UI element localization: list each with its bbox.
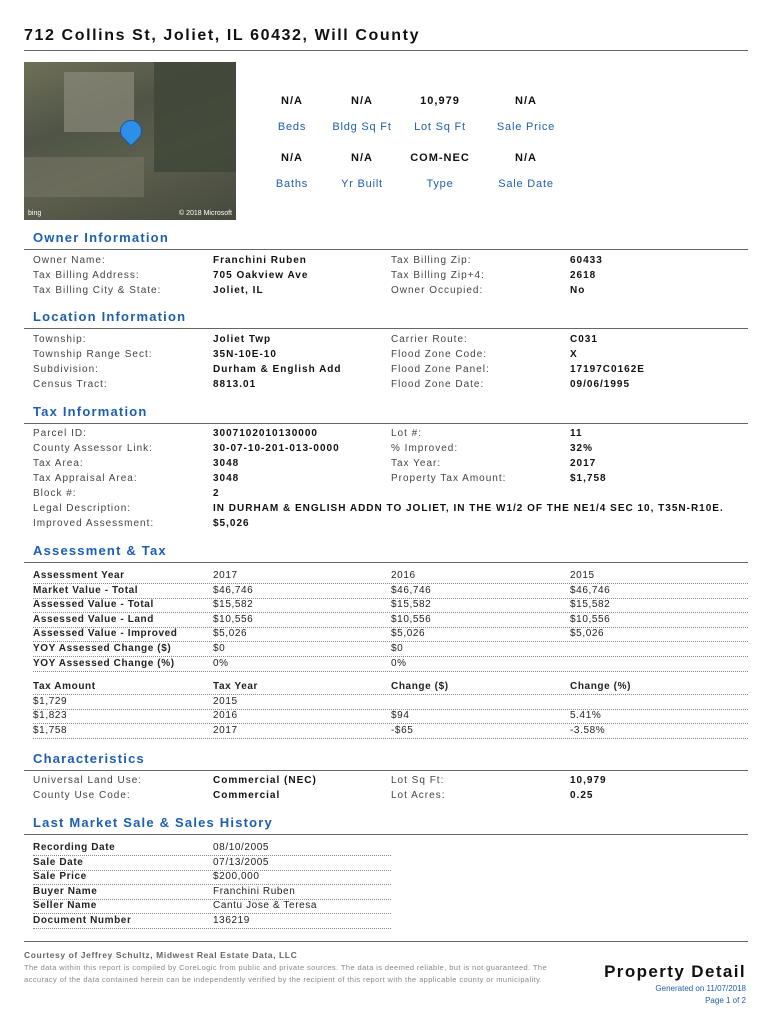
stat-item [252, 152, 332, 190]
field-label: Township: [33, 334, 87, 345]
assessment-label: Market Value - Total [33, 584, 139, 596]
section-heading: Characteristics [33, 751, 145, 766]
map-parcel [24, 157, 144, 197]
field-value: No [570, 285, 586, 296]
stat-label: Lot Sq Ft [414, 121, 466, 133]
bing-logo: bing [28, 210, 42, 217]
field-value: 10,979 [570, 775, 607, 786]
stat-value: COM-NEC [410, 152, 470, 164]
assessment-value: 2016 [391, 570, 416, 581]
assessment-value: $15,582 [213, 599, 254, 611]
field-value: 705 Oakview Ave [213, 270, 309, 281]
field-value: 2017 [570, 458, 597, 469]
document-title: Property Detail [604, 962, 746, 981]
assessment-value: 2017 [213, 570, 238, 581]
field-label: Block #: [33, 488, 77, 499]
field-value: Joliet, IL [213, 285, 264, 296]
stat-value: N/A [281, 95, 303, 107]
field-value: 8813.01 [213, 379, 257, 390]
tax-history-cell: 5.41% [570, 710, 602, 722]
stat-value: N/A [351, 95, 373, 107]
tax-history-header: Change ($) [391, 681, 449, 692]
footer-divider [24, 941, 748, 942]
sales-value: Franchini Ruben [213, 885, 296, 897]
stat-item [400, 152, 480, 190]
sales-label: Document Number [33, 915, 132, 926]
assessment-value: $0 [213, 643, 226, 654]
field-value: Joliet Twp [213, 334, 272, 345]
field-value: X [570, 349, 578, 360]
stat-item [486, 152, 566, 190]
field-label: County Assessor Link: [33, 443, 153, 454]
field-label: Property Tax Amount: [391, 473, 507, 484]
stat-item [486, 95, 566, 133]
field-value: 09/06/1995 [570, 379, 631, 390]
tax-history-cell: $1,823 [33, 710, 68, 722]
assessment-value: $5,026 [570, 628, 605, 640]
field-label: Legal Description: [33, 503, 132, 514]
field-value: IN DURHAM & ENGLISH ADDN TO JOLIET, IN THE W1/2 OF THE NE1/4 SEC 10, T35N-R10E. [213, 503, 724, 514]
assessment-value: $46,746 [213, 584, 254, 596]
field-label: Universal Land Use: [33, 775, 143, 786]
assessment-value: 0% [213, 657, 229, 669]
field-label: Flood Zone Code: [391, 349, 488, 360]
assessment-value: $10,556 [570, 613, 611, 625]
assessment-label: Assessment Year [33, 570, 125, 581]
section-divider [24, 770, 748, 771]
tax-history-cell: 2015 [213, 695, 238, 707]
stat-item [400, 95, 480, 133]
assessment-value: 0% [391, 657, 407, 669]
stat-label: Bldg Sq Ft [332, 121, 392, 133]
assessment-label: YOY Assessed Change ($) [33, 643, 172, 654]
sales-value: 07/13/2005 [213, 856, 270, 868]
stat-value: N/A [351, 152, 373, 164]
assessment-value: $5,026 [213, 628, 248, 640]
tax-history-cell: $94 [391, 710, 410, 722]
tax-history-cell: -3.58% [570, 724, 606, 736]
field-label: Lot Acres: [391, 790, 446, 801]
row-divider [33, 855, 391, 856]
tax-history-cell: 2016 [213, 710, 238, 722]
row-divider [33, 694, 748, 695]
stat-value: 10,979 [420, 95, 460, 107]
stat-item [322, 95, 402, 133]
map-parcel [154, 62, 236, 172]
sales-label: Sale Date [33, 856, 84, 868]
section-heading: Location Information [33, 309, 187, 324]
field-label: Tax Year: [391, 458, 442, 469]
stat-label: Yr Built [341, 178, 383, 190]
field-value: 3048 [213, 473, 240, 484]
field-label: Tax Billing Address: [33, 270, 140, 281]
field-label: Flood Zone Panel: [391, 364, 490, 375]
generated-date: Generated on 11/07/2018 [655, 984, 746, 993]
assessment-label: Assessed Value - Land [33, 613, 154, 625]
tax-history-header: Tax Amount [33, 681, 96, 692]
stat-item [322, 152, 402, 190]
row-divider [33, 928, 391, 929]
field-value: 32% [570, 443, 594, 454]
assessment-label: Assessed Value - Improved [33, 628, 178, 640]
tax-history-cell: 2017 [213, 724, 238, 736]
field-label: Tax Billing Zip+4: [391, 270, 485, 281]
field-label: % Improved: [391, 443, 459, 454]
field-value: 30-07-10-201-013-0000 [213, 443, 340, 454]
stat-item [252, 95, 332, 133]
page-title: 712 Collins St, Joliet, IL 60432, Will County [24, 27, 421, 44]
assessment-label: Assessed Value - Total [33, 599, 154, 611]
field-label: Carrier Route: [391, 334, 468, 345]
field-label: Census Tract: [33, 379, 108, 390]
field-value: Durham & English Add [213, 364, 342, 375]
section-divider [24, 834, 748, 835]
footer-source: Courtesy of Jeffrey Schultz, Midwest Real Estate Data, LLC [24, 950, 298, 960]
row-divider [33, 738, 748, 739]
field-value: 3007102010130000 [213, 428, 318, 439]
field-label: Lot Sq Ft: [391, 775, 445, 786]
map-copyright: © 2018 Microsoft [178, 210, 232, 217]
row-divider [33, 671, 748, 672]
field-value: 2618 [570, 270, 597, 281]
field-value: $5,026 [213, 518, 250, 529]
tax-history-header: Change (%) [570, 681, 631, 692]
aerial-map[interactable] [24, 62, 236, 220]
field-label: Improved Assessment: [33, 518, 155, 529]
field-value: Commercial (NEC) [213, 775, 317, 786]
sales-label: Seller Name [33, 900, 97, 912]
field-label: Tax Appraisal Area: [33, 473, 138, 484]
field-label: Tax Area: [33, 458, 84, 469]
section-heading: Tax Information [33, 404, 148, 419]
tax-history-cell: $1,758 [33, 724, 68, 736]
field-label: County Use Code: [33, 790, 131, 801]
field-value: 17197C0162E [570, 364, 645, 375]
field-label: Tax Billing Zip: [391, 255, 472, 266]
field-value: 35N-10E-10 [213, 349, 277, 360]
page-number: Page 1 of 2 [705, 996, 746, 1005]
section-divider [24, 423, 748, 424]
title-divider [24, 50, 748, 51]
assessment-value: $10,556 [213, 613, 254, 625]
field-value: C031 [570, 334, 598, 345]
section-divider [24, 328, 748, 329]
assessment-value: $46,746 [391, 584, 432, 596]
assessment-value: 2015 [570, 570, 595, 581]
sales-value: 136219 [213, 915, 250, 926]
stat-label: Beds [277, 121, 307, 133]
field-value: Commercial [213, 790, 281, 801]
field-value: 11 [570, 428, 583, 439]
assessment-value: $0 [391, 643, 404, 654]
stat-label: Type [426, 178, 454, 190]
field-value: 2 [213, 488, 220, 499]
sales-value: 08/10/2005 [213, 842, 270, 853]
field-label: Tax Billing City & State: [33, 285, 162, 296]
assessment-value: $15,582 [570, 599, 611, 611]
section-heading: Last Market Sale & Sales History [33, 815, 273, 830]
sales-label: Recording Date [33, 842, 116, 853]
field-value: $1,758 [570, 473, 607, 484]
stat-label: Sale Date [498, 178, 554, 190]
field-label: Owner Occupied: [391, 285, 484, 296]
section-divider [24, 562, 748, 563]
section-divider [24, 249, 748, 250]
tax-history-cell: $1,729 [33, 695, 68, 707]
sales-label: Sale Price [33, 871, 87, 883]
field-label: Subdivision: [33, 364, 99, 375]
tax-history-header: Tax Year [213, 681, 259, 692]
sales-value: Cantu Jose & Teresa [213, 900, 318, 912]
field-label: Lot #: [391, 428, 423, 439]
field-label: Flood Zone Date: [391, 379, 485, 390]
stat-value: N/A [515, 152, 537, 164]
assessment-value: $46,746 [570, 584, 611, 596]
assessment-value: $15,582 [391, 599, 432, 611]
field-value: 0.25 [570, 790, 594, 801]
section-heading: Assessment & Tax [33, 543, 167, 558]
assessment-value: $5,026 [391, 628, 426, 640]
field-value: Franchini Ruben [213, 255, 307, 266]
field-value: 60433 [570, 255, 603, 266]
stat-label: Baths [275, 178, 309, 190]
stat-label: Sale Price [496, 121, 556, 133]
stat-value: N/A [515, 95, 537, 107]
stat-value: N/A [281, 152, 303, 164]
assessment-value: $10,556 [391, 613, 432, 625]
field-label: Parcel ID: [33, 428, 87, 439]
field-label: Township Range Sect: [33, 349, 153, 360]
assessment-label: YOY Assessed Change (%) [33, 657, 175, 669]
sales-value: $200,000 [213, 871, 260, 883]
tax-history-cell: -$65 [391, 724, 414, 736]
field-value: 3048 [213, 458, 240, 469]
sales-label: Buyer Name [33, 885, 98, 897]
footer-disclaimer: The data within this report is compiled by CoreLogic from public and private sources. The data is deemed reliable, but is not guaranteed. The accuracy of the data contained herein can be independently verified by the recipient of this report with the applicable county or municipality. [24, 963, 548, 984]
field-label: Owner Name: [33, 255, 106, 266]
section-heading: Owner Information [33, 230, 169, 245]
